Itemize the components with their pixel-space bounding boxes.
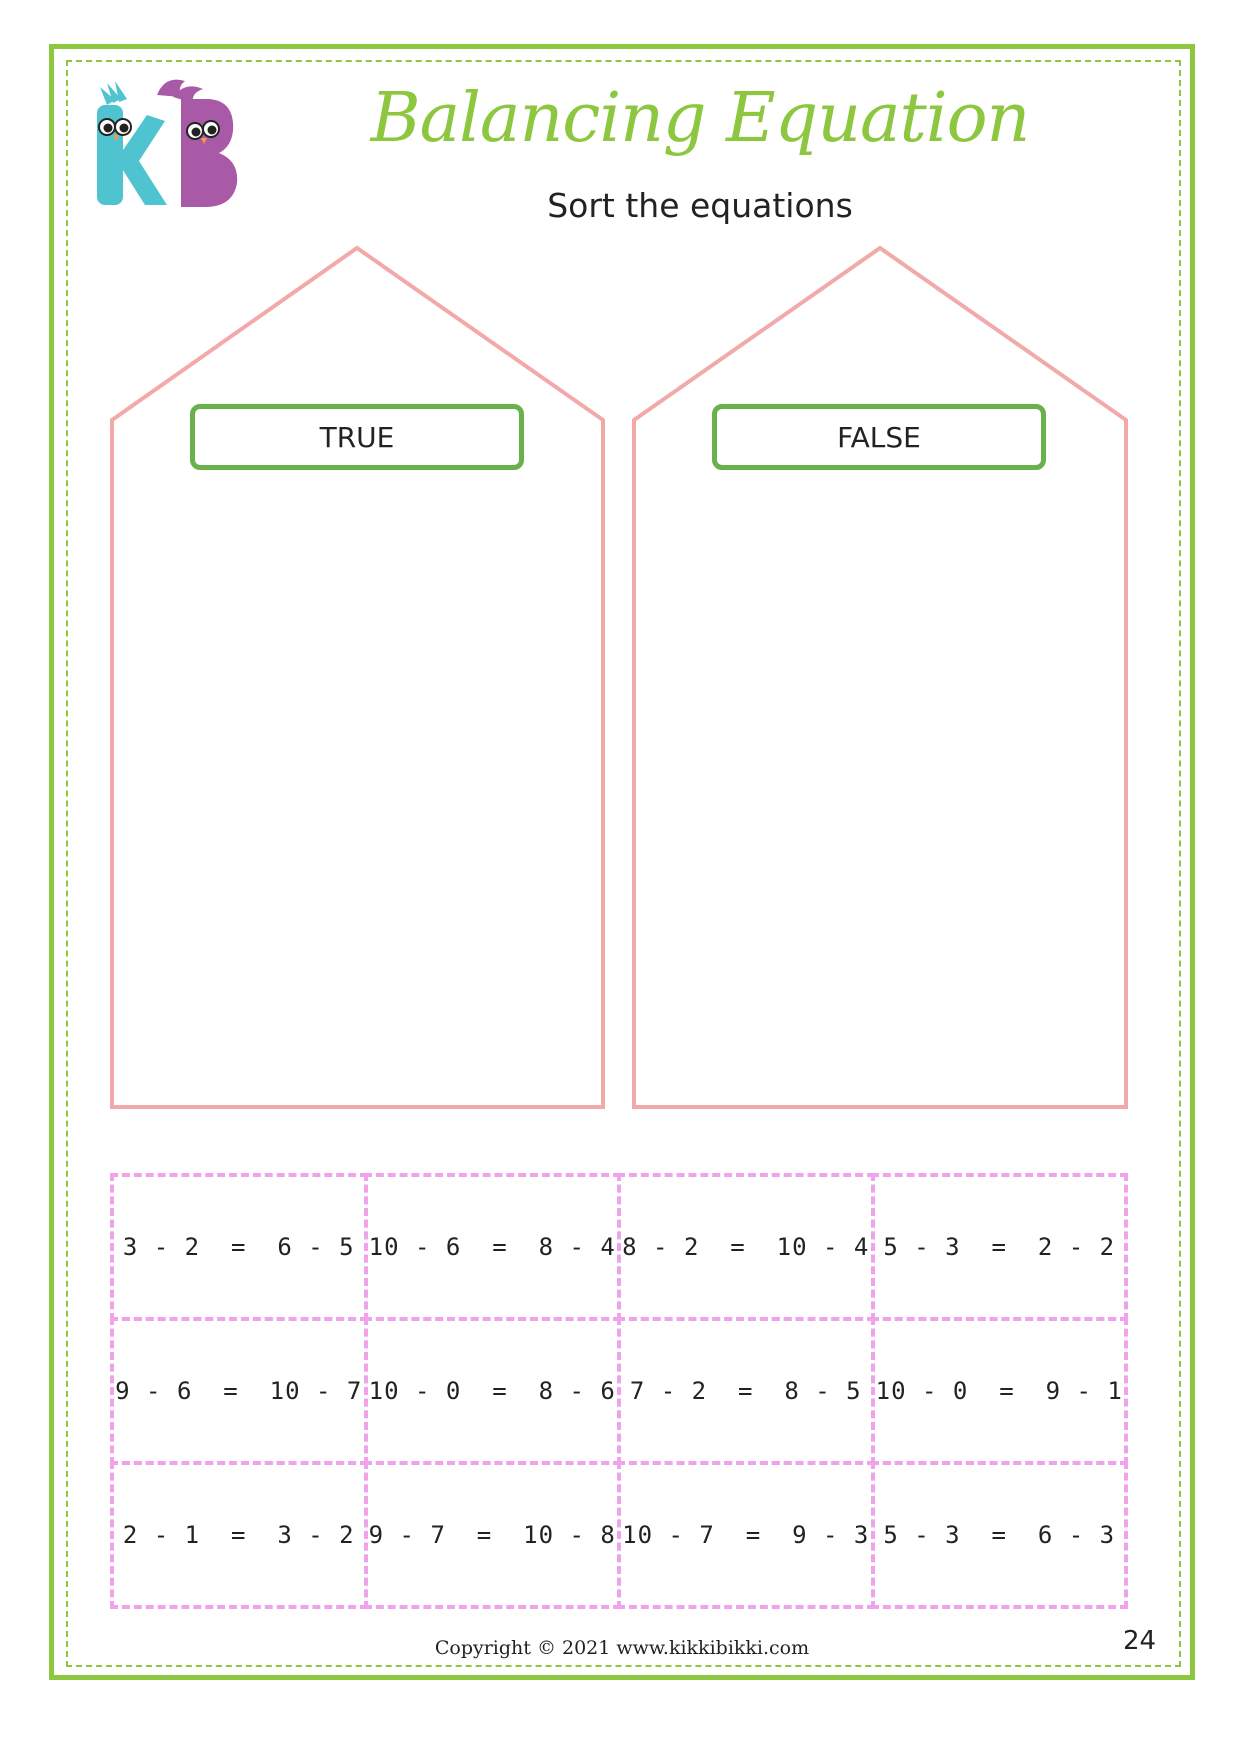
equation-card[interactable]: 3 - 2 = 6 - 5 [110, 1173, 368, 1321]
false-label-box [712, 404, 1046, 470]
true-label: TRUE [319, 420, 395, 454]
equation-card[interactable]: 2 - 1 = 3 - 2 [110, 1461, 368, 1609]
page-number: 24 [1123, 1626, 1157, 1656]
false-label: FALSE [837, 420, 921, 454]
equation-card[interactable]: 8 - 2 = 10 - 4 [617, 1173, 875, 1321]
equation-card[interactable]: 10 - 0 = 9 - 1 [871, 1317, 1129, 1465]
page-title: Balancing Equation [370, 79, 1030, 158]
page-subtitle: Sort the equations [547, 186, 853, 225]
equation-card[interactable]: 5 - 3 = 6 - 3 [871, 1461, 1129, 1609]
copyright-footer: Copyright © 2021 www.kikkibikki.com [434, 1637, 810, 1659]
equation-cards-grid [112, 1175, 1126, 1607]
true-label-box [190, 404, 524, 470]
equation-card[interactable]: 9 - 6 = 10 - 7 [110, 1317, 368, 1465]
equation-card[interactable]: 9 - 7 = 10 - 8 [364, 1461, 622, 1609]
equation-card[interactable]: 7 - 2 = 8 - 5 [617, 1317, 875, 1465]
equation-card[interactable]: 10 - 0 = 8 - 6 [364, 1317, 622, 1465]
equation-card[interactable]: 10 - 6 = 8 - 4 [364, 1173, 622, 1321]
true-house-outline [112, 248, 603, 1107]
equation-card[interactable]: 10 - 7 = 9 - 3 [617, 1461, 875, 1609]
equation-card[interactable]: 5 - 3 = 2 - 2 [871, 1173, 1129, 1321]
false-house-outline [634, 248, 1126, 1107]
